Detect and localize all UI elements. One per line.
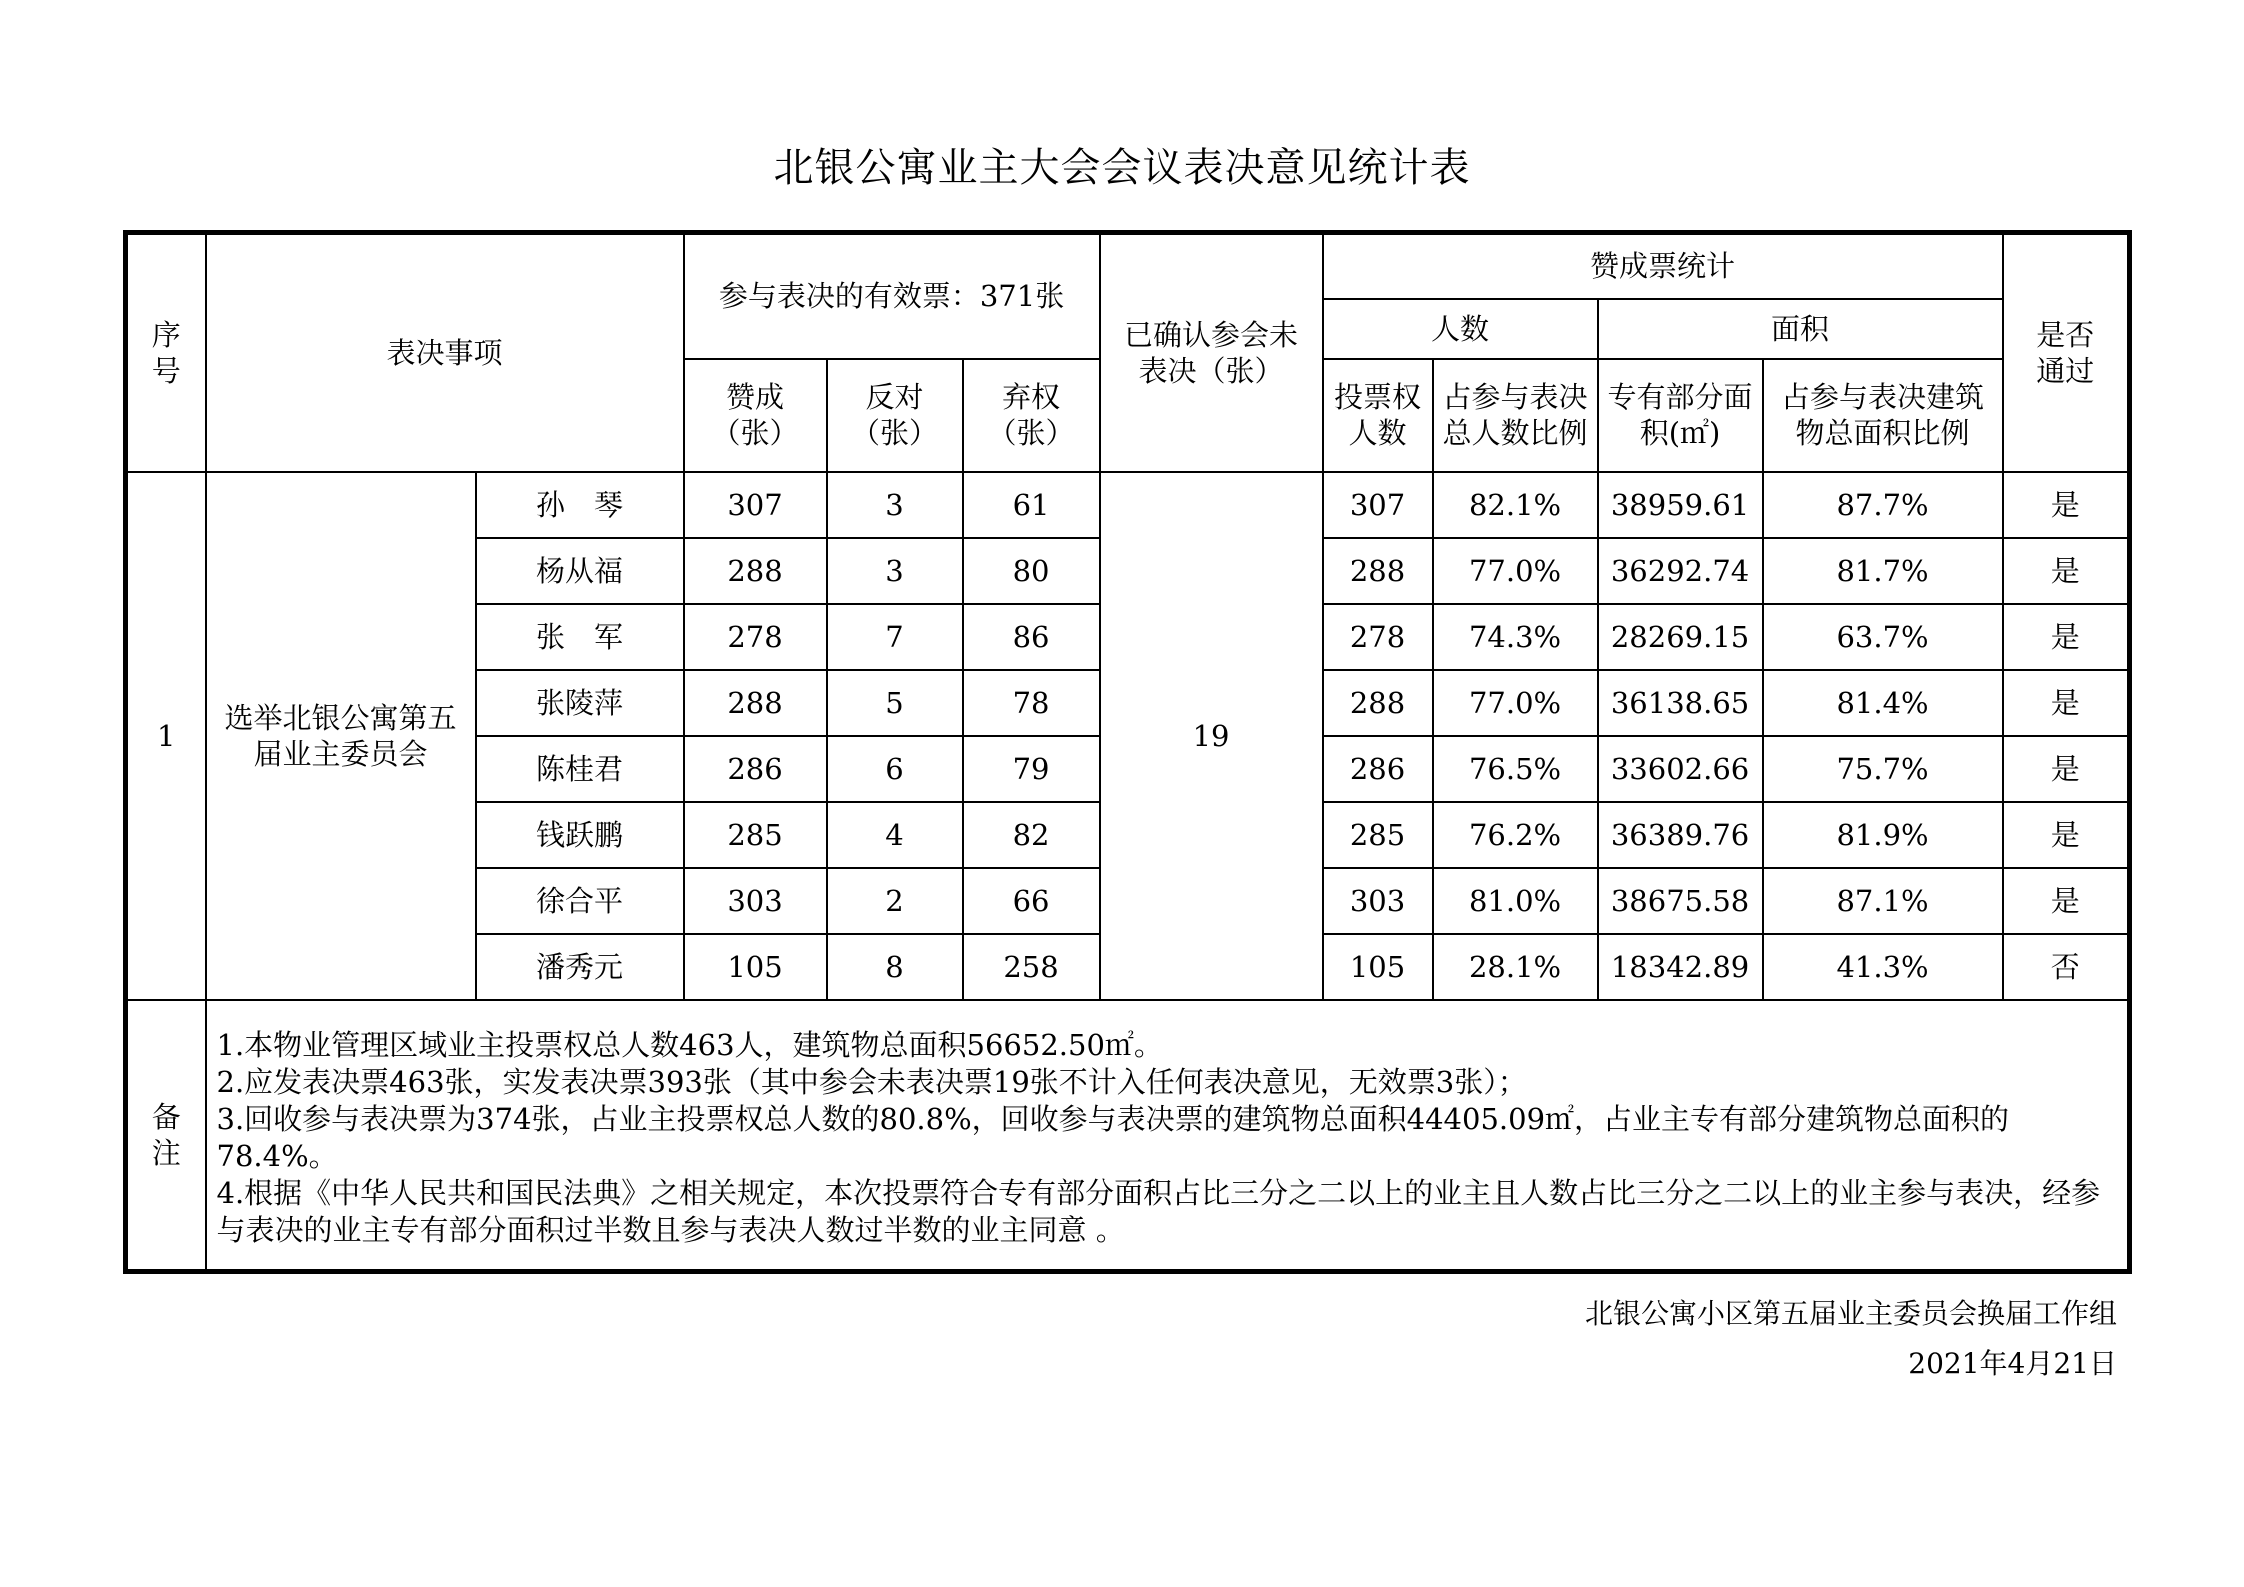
area-cell: 33602.66 [1598,736,1763,802]
notes-content [206,1000,2130,1272]
passed-cell: 是 [2003,472,2130,538]
row-seq: 1 [126,472,206,1000]
header-people: 人数 [1323,299,1598,359]
vote-count-cell: 288 [1323,670,1433,736]
row-item: 选举北银公寓第五 届业主委员会 [206,472,476,1000]
area-ratio-cell: 87.7% [1763,472,2003,538]
area-cell: 38675.58 [1598,868,1763,934]
favor-cell: 307 [684,472,827,538]
passed-cell: 是 [2003,670,2130,736]
header-valid-votes: 参与表决的有效票：371张 [684,233,1100,359]
footer-signature: 北银公寓小区第五届业主委员会换届工作组 [1584,1297,2117,1330]
against-cell: 6 [827,736,963,802]
against-cell: 2 [827,868,963,934]
candidate-name: 陈桂君 [476,736,684,802]
area-cell: 36389.76 [1598,802,1763,868]
candidate-name: 钱跃鹏 [476,802,684,868]
area-ratio-cell: 81.7% [1763,538,2003,604]
passed-cell: 是 [2003,802,2130,868]
area-cell: 28269.15 [1598,604,1763,670]
header-against: 反对 （张） [827,359,963,472]
candidate-name: 杨从福 [476,538,684,604]
abstain-cell: 78 [963,670,1100,736]
header-favor-stats: 赞成票统计 [1323,233,2003,299]
vote-statistics-table [123,230,2132,1274]
page-title: 北银公寓业主大会会议表决意见统计表 [773,145,1471,191]
vote-count-cell: 303 [1323,868,1433,934]
area-cell: 38959.61 [1598,472,1763,538]
vote-count-cell: 288 [1323,538,1433,604]
header-favor: 赞成 （张） [684,359,827,472]
note-3: 3.回收参与表决票为374张，占业主投票权总人数的80.8%，回收参与表决票的建筑物总面积44405.09㎡，占业主专有部分建筑物总面积的78.4%。 [216,1101,2010,1173]
against-cell: 8 [827,934,963,1000]
candidate-name: 孙 琴 [476,472,684,538]
area-cell: 18342.89 [1598,934,1763,1000]
vote-count-cell: 285 [1323,802,1433,868]
candidate-name: 张 军 [476,604,684,670]
footer-date: 2021年4月21日 [1908,1347,2117,1380]
against-cell: 3 [827,538,963,604]
abstain-cell: 61 [963,472,1100,538]
favor-cell: 285 [684,802,827,868]
against-cell: 4 [827,802,963,868]
passed-cell: 是 [2003,604,2130,670]
candidate-name: 潘秀元 [476,934,684,1000]
area-ratio-cell: 87.1% [1763,868,2003,934]
favor-cell: 105 [684,934,827,1000]
favor-cell: 286 [684,736,827,802]
notes-row [126,1000,2130,1272]
abstain-cell: 80 [963,538,1100,604]
header-area-ratio: 占参与表决建筑 物总面积比例 [1763,359,2003,472]
area-ratio-cell: 81.4% [1763,670,2003,736]
favor-cell: 288 [684,538,827,604]
note-2: 2.应发表决票463张，实发表决票393张（其中参会未表决票19张不计入任何表决意见，无效票3张）； [216,1064,1527,1099]
header-exclusive-area: 专有部分面 积(㎡) [1598,359,1763,472]
header-area: 面积 [1598,299,2003,359]
passed-cell: 是 [2003,868,2130,934]
header-item: 表决事项 [206,233,684,472]
vote-count-cell: 307 [1323,472,1433,538]
area-ratio-cell: 75.7% [1763,736,2003,802]
area-ratio-cell: 41.3% [1763,934,2003,1000]
favor-cell: 303 [684,868,827,934]
note-4: 4.根据《中华人民共和国民法典》之相关规定，本次投票符合专有部分面积占比三分之二以上的业主且人数占比三分之二以上的业主参与表决，经参与表决的业主专有部分面积过半数且参与表决人数过半数的业主同意 。 [216,1175,2101,1247]
people-ratio-cell: 77.0% [1433,670,1598,736]
header-seq: 序 号 [126,233,206,472]
against-cell: 7 [827,604,963,670]
area-ratio-cell: 63.7% [1763,604,2003,670]
candidate-name: 张陵萍 [476,670,684,736]
header-abstain: 弃权 （张） [963,359,1100,472]
abstain-cell: 66 [963,868,1100,934]
people-ratio-cell: 77.0% [1433,538,1598,604]
header-passed: 是否 通过 [2003,233,2130,472]
abstain-cell: 82 [963,802,1100,868]
passed-cell: 是 [2003,538,2130,604]
vote-count-cell: 278 [1323,604,1433,670]
header-vote-right-count: 投票权 人数 [1323,359,1433,472]
passed-cell: 否 [2003,934,2130,1000]
people-ratio-cell: 76.2% [1433,802,1598,868]
people-ratio-cell: 74.3% [1433,604,1598,670]
note-1: 1.本物业管理区域业主投票权总人数463人，建筑物总面积56652.50㎡。 [216,1027,1163,1062]
people-ratio-cell: 76.5% [1433,736,1598,802]
area-cell: 36292.74 [1598,538,1763,604]
header-people-ratio: 占参与表决 总人数比例 [1433,359,1598,472]
notes-label: 备 注 [126,1000,206,1272]
table-row [126,472,2130,538]
area-ratio-cell: 81.9% [1763,802,2003,868]
favor-cell: 278 [684,604,827,670]
vote-count-cell: 286 [1323,736,1433,802]
people-ratio-cell: 82.1% [1433,472,1598,538]
people-ratio-cell: 28.1% [1433,934,1598,1000]
abstain-cell: 79 [963,736,1100,802]
header-confirmed-absent: 已确认参会未 表决（张） [1100,233,1323,472]
confirmed-absent-cell: 19 [1100,472,1323,1000]
vote-count-cell: 105 [1323,934,1433,1000]
candidate-name: 徐合平 [476,868,684,934]
abstain-cell: 258 [963,934,1100,1000]
people-ratio-cell: 81.0% [1433,868,1598,934]
abstain-cell: 86 [963,604,1100,670]
favor-cell: 288 [684,670,827,736]
against-cell: 5 [827,670,963,736]
passed-cell: 是 [2003,736,2130,802]
against-cell: 3 [827,472,963,538]
area-cell: 36138.65 [1598,670,1763,736]
